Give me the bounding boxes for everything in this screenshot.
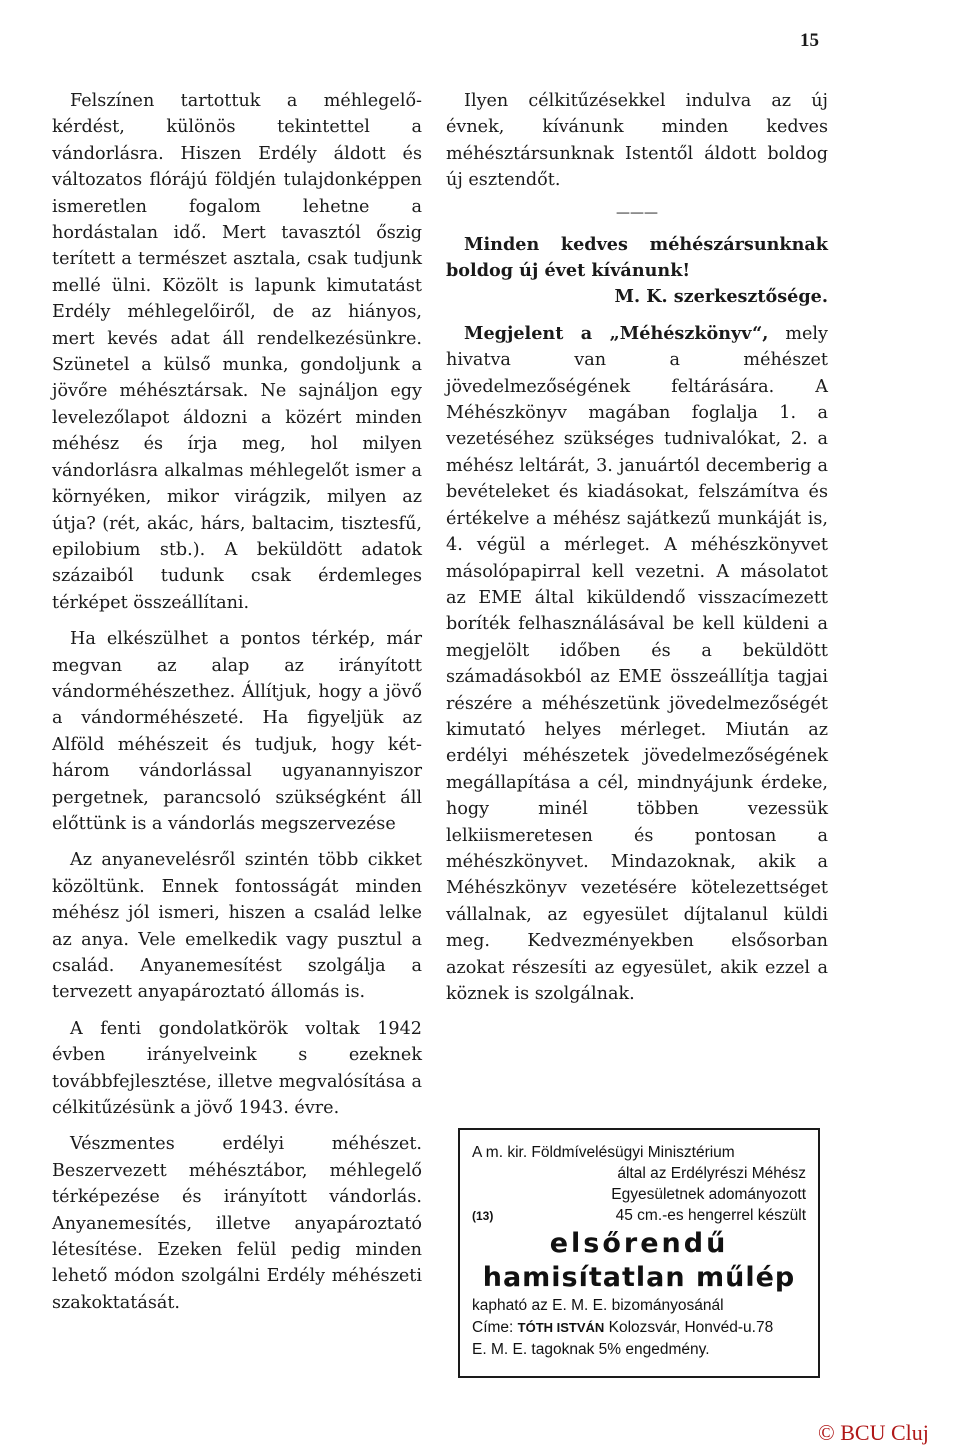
ad-line-donated: Egyesületnek adományozott	[611, 1186, 806, 1203]
ad-discount: E. M. E. tagoknak 5% engedmény.	[472, 1341, 710, 1358]
paragraph-summary: Vészmentes erdélyi méhészet. Beszervezett méhésztábor, méhlegelő térképezése és irányított vándorlás. Anyanemesítés, illetve anyapároztató létesítése. Ezeken felül pedig minden lehető módon szolgálni Erdély méhészeti szakoktatását.	[52, 1134, 422, 1313]
ad-address-name: TÓTH ISTVÁN	[517, 1320, 605, 1335]
greeting: Minden kedves méhészársunknak boldog új évet kívánunk!	[446, 233, 828, 282]
library-watermark: © BCU Cluj	[818, 1420, 929, 1445]
announcement-lead: Megjelent a „Méhészkönyv“,	[464, 322, 769, 344]
announcement-body: mely hivatva van a méhészet jövedelmezőségének feltárására. A Méhészkönyv magában foglalja 1. a vezetéséhez szükséges tudnivalókat, 2. a méhész leltárát, 3. januártól decemberig a bevételeket és kiadásokat, felszámítva és értékelve a méhész sajátkezű munkáját is, 4. végül a mérleget. A méhészkönyvet másolópapirral kell vezetni. A másolatot az EME által kiküldendő visszacímezett boríték felhasználásával be kell küldeni a megjelölt időben és a beküldött számadásokból az EME összeállítja tagjai részére a méhészetünk jövedelmezőségét kimutató helyes mérleget. Miután az erdélyi méhészetek jövedelmezőségének megállapítása a cél, mindnyájunk érdeke, hogy minél többen vezessük lelkiismeretesen és pontosan a méhészkönyvet. Mindazoknak, akik a Méhészkönyv vezetésére kötelezettséget vállalnak, az egyesület díjtalanul küldi meg. Kedvezményekben elsősorban azokat részesíti az egyesület, akik ezzel a köznek is szolgálnak.	[446, 323, 828, 1004]
paragraph-queen-rearing: Az anyanevelésről szintén több cikket közöltünk. Ennek fontosságát minden méhész jól ismeri, hiszen a család lelke az anya. Vele emelkedik vagy pusztul a család. Anyanemesítést szolgálja a tervezett anyapároztató állomás is.	[52, 850, 422, 1003]
ad-address-label: Címe:	[472, 1319, 514, 1336]
advertisement-box	[458, 1128, 820, 1378]
ad-code: (13)	[472, 1209, 494, 1223]
paragraph-announcement	[446, 321, 828, 1008]
editorial-signature: M. K. szerkesztősége.	[614, 286, 828, 308]
ad-headline-first-class: elsőrendű	[549, 1228, 729, 1259]
left-column	[52, 88, 422, 1316]
ad-headline-foundation: hamisítatlan műlép	[482, 1262, 796, 1293]
page-number: 15	[800, 30, 819, 51]
paragraph-migration: Ha elkészülhet a pontos térkép, már megvan az alap az irányított vándorméhészethez. Állítjuk, hogy a jövő a vándorméhészeté. Ha figyeljük az Alföld méhészeit és tudjuk, hogy két-három vándorlással ugyanannyiszor pergetnek, parancsoló szükségként áll előttünk is a vándorlás megszervezése	[52, 629, 422, 834]
ad-row-cylinder	[472, 1205, 806, 1227]
ad-address	[472, 1317, 806, 1339]
right-column	[446, 88, 828, 1007]
ad-line-ministry: A m. kir. Földmívelésügyi Minisztérium	[472, 1144, 735, 1161]
ad-address-rest: Kolozsvár, Honvéd-u.78	[608, 1319, 774, 1336]
ad-line-association: által az Erdélyrészi Méhész	[617, 1165, 806, 1182]
ad-availability: kapható az E. M. E. bizományosánál	[472, 1297, 724, 1314]
section-divider: ———	[616, 204, 658, 221]
ad-line-cylinder: 45 cm.-es hengerrel készült	[615, 1207, 806, 1224]
paragraph-meadow: Felszínen tartottuk a méhlegelő-kérdést, különös tekintettel a vándorlásra. Hiszen Erdély áldott és változatos flórájú földjén tulajdonképpen ismeretlen fogalom lehetne a hordástalan idő. Mert tavasztól őszig terített a természet asztala, csak tudjunk mellé ülni. Közölt is lapunk kimutatást Erdély méhlegelőiről, de az hiányos, mert kevés adat áll rendelkezésünkre. Szünetel a külső munka, gondoljunk a jövőre méhésztársak. Ne sajnáljon egy levelezőlapot áldozni a közért minden méhész és írja meg, hol milyen vándorlásra alkalmas méhlegelőt ismer a környéken, mikor virágzik, milyen az útja? (rét, akác, hárs, baltacim, tisztesfű, epilobium stb.). A beküldött adatok százaiból tudunk csak érdemleges térképet összeállítani.	[52, 91, 422, 613]
paragraph-new-year-wish: Ilyen célkitűzésekkel indulva az új évnek, kívánunk minden kedves méhésztársunknak Istentől áldott boldog új esztendőt.	[446, 91, 828, 191]
paragraph-goals: A fenti gondolatkörök voltak 1942 évben irányelveink s ezeknek továbbfejlesztése, illetve megvalósítása a célkitűzésünk a jövő 1943. évre.	[52, 1018, 422, 1119]
